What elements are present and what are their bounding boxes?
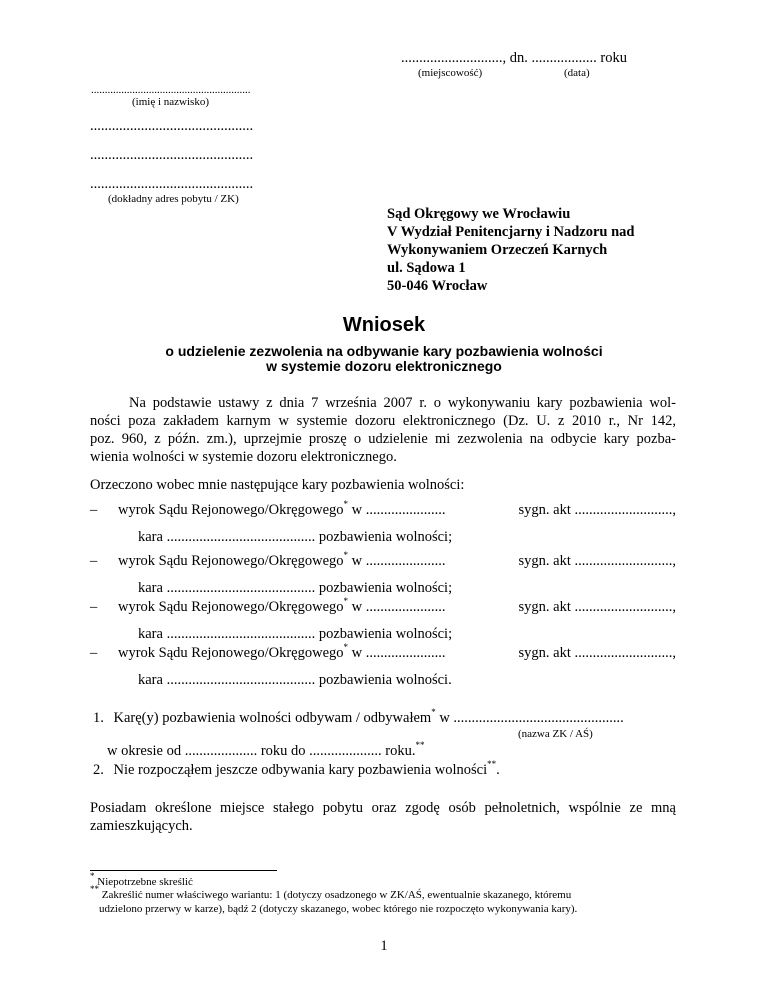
sentence-sygn: sygn. akt ..........................., [518,553,676,569]
page-number: 1 [380,938,388,954]
footnote-2-cont: udzielono przerwy w karze), bądź 2 (dotyczy skazanego, wobec którego nie rozpoczęto wykonywania kary). [99,903,578,915]
document-title: Wniosek [342,314,426,336]
address-label: (dokładny adres pobytu / ZK) [108,193,239,205]
sentence-item [90,550,676,597]
option-1-text: Karę(y) pozbawienia wolności odbywam / odbywałem [113,710,432,726]
sentence-kara: kara ......................................... pozbawienia wolności; [138,626,453,642]
option-1-field-label: (nazwa ZK / AŚ) [518,728,593,740]
sentence-kara: kara ......................................... pozbawienia wolności; [138,580,453,596]
sentence-court: – wyrok Sądu Rejonowego/Okręgowego* w ...................... [90,550,446,569]
option-1-field: w ............................................... [439,710,624,726]
sentence-item [90,499,676,546]
intro-line: ności poza zakładem karnym w systemie dozoru elektronicznego (Dz. U. z 2010 r., Nr 142, [90,413,676,429]
document-subtitle-1: o udzielenie zezwolenia na odbywanie kary pozbawienia wolności [165,343,603,359]
sentences-heading: Orzeczono wobec mnie następujące kary pozbawienia wolności: [90,477,465,493]
intro-paragraph [90,394,676,466]
recipient-line: Sąd Okręgowy we Wrocławiu [387,206,571,222]
recipient-block [387,205,634,295]
recipient-line: V Wydział Penitencjarny i Nadzoru nad [387,224,635,240]
address-line-1: ............................................. [90,118,254,134]
sentence-kara: kara ......................................... pozbawienia wolności; [138,529,453,545]
sentence-kara: kara ......................................... pozbawienia wolności. [138,672,452,688]
recipient-line: ul. Sądowa 1 [387,260,466,276]
sentence-item [90,596,676,643]
option-2-number: 2. [93,762,104,778]
name-label: (imię i nazwisko) [132,96,209,108]
address-line-2: ............................................. [90,147,254,163]
recipient-line: 50-046 Wrocław [387,278,488,294]
option-1: 1. Karę(y) pozbawienia wolności odbywam / odbywałem* w ............................................... [93,707,624,726]
place-date-line: ............................, dn. .................. roku [401,50,627,66]
intro-line: Na podstawie ustawy z dnia 7 września 2007 r. o wykonywaniu kary pozbawienia wol- [129,395,676,411]
footnote-divider [90,870,277,871]
name-line: .......................................................... [91,84,251,96]
option-2: 2. Nie rozpocząłem jeszcze odbywania kary pozbawienia wolności**. [93,759,500,778]
sentence-court: – wyrok Sądu Rejonowego/Okręgowego* w ...................... [90,596,446,615]
option-1-period: w okresie od .................... roku do .................... roku.** [107,740,425,759]
option-1-number: 1. [93,710,104,726]
intro-line: wienia wolności w systemie dozoru elektronicznego. [90,449,397,465]
sentence-sygn: sygn. akt ..........................., [518,599,676,615]
residence-line: Posiadam określone miejsce stałego pobytu oraz zgodę osób pełnoletnich, wspólnie ze mną [90,800,676,816]
sentence-item [90,642,676,689]
residence-paragraph [90,799,676,835]
address-line-3: ............................................. [90,176,254,192]
date-label: (data) [564,67,590,79]
place-label: (miejscowość) [418,67,483,79]
sentence-sygn: sygn. akt ..........................., [518,502,676,518]
sentence-court: – wyrok Sądu Rejonowego/Okręgowego* w ...................... [90,499,446,518]
intro-line: poz. 960, z późn. zm.), uprzejmie proszę o udzielenie mi zezwolenia na odbycie kary pozba- [90,431,676,447]
sentence-sygn: sygn. akt ..........................., [518,645,676,661]
sentence-court: – wyrok Sądu Rejonowego/Okręgowego* w ...................... [90,642,446,661]
document-subtitle-2: w systemie dozoru elektronicznego [266,358,502,374]
recipient-line: Wykonywaniem Orzeczeń Karnych [387,242,608,258]
footnote-1: * Niepotrzebne skreślić [90,871,193,888]
option-2-text: Nie rozpocząłem jeszcze odbywania kary pozbawienia wolności [113,762,488,778]
residence-line: zamieszkujących. [90,818,193,834]
footnote-2: ** Zakreślić numer właściwego wariantu: 1 (dotyczy osadzonego w ZK/AŚ, ewentualnie skazanego, któremu [90,884,572,901]
